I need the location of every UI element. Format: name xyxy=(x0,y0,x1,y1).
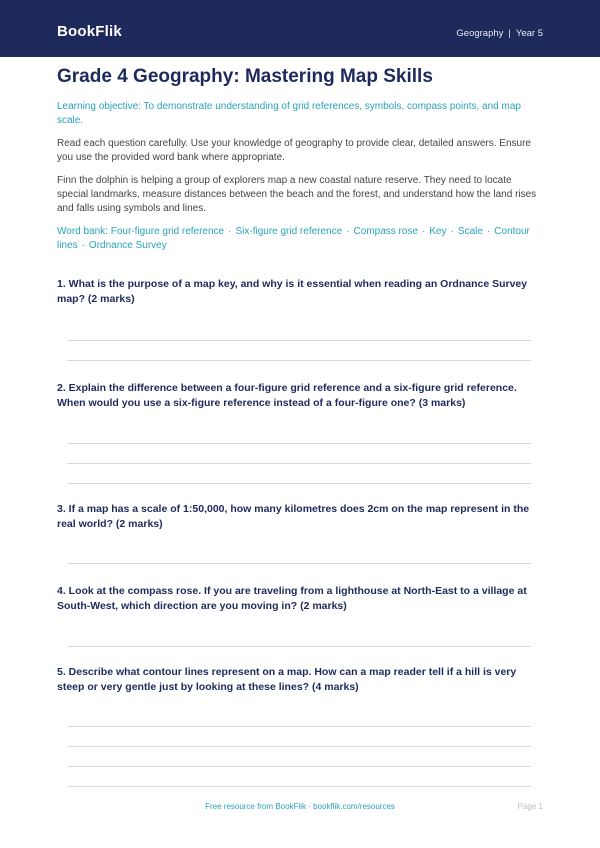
page-header xyxy=(0,0,600,57)
answer-area-5[interactable] xyxy=(67,726,531,787)
header-meta xyxy=(456,28,543,39)
answer-line[interactable] xyxy=(67,443,531,444)
word-bank-separator: · xyxy=(450,226,454,237)
answer-line[interactable] xyxy=(67,360,531,361)
year-label: Year 5 xyxy=(515,28,543,39)
worksheet-content xyxy=(57,66,543,787)
word-bank-label: Word bank: xyxy=(57,226,108,237)
subject-label: Geography xyxy=(456,28,504,39)
word-bank-term: Compass rose xyxy=(353,226,418,237)
learning-objective: Learning objective: To demonstrate understanding of grid references, symbols, compass points, and map scale. xyxy=(57,101,521,126)
answer-line[interactable] xyxy=(67,766,531,767)
instructions-text: Read each question carefully. Use your knowledge of geography to provide clear, detailed answers. Ensure you use the provided word bank where appropriate. xyxy=(57,138,531,163)
question-2: 2. Explain the difference between a four-figure grid reference and a six-figure grid reference. When would you use a six-figure reference instead of a four-figure one? (3 marks) xyxy=(57,382,517,409)
answer-line[interactable] xyxy=(67,563,531,564)
question-3: 3. If a map has a scale of 1:50,000, how many kilometres does 2cm on the map represent in the real world? (2 marks) xyxy=(57,503,530,530)
answer-area-2[interactable] xyxy=(67,443,531,484)
word-bank-separator: · xyxy=(422,226,426,237)
scenario-text: Finn the dolphin is helping a group of explorers map a new coastal nature reserve. They need to locate special landmarks, measure distances between the beach and the forest, and understand how the land rises and falls using symbols and lines. xyxy=(57,175,537,214)
question-1: 1. What is the purpose of a map key, and why is it essential when reading an Ordnance Survey map? (2 marks) xyxy=(57,278,528,305)
question-4: 4. Look at the compass rose. If you are traveling from a lighthouse at North-East to a village at South-West, which direction are you moving in? (2 marks) xyxy=(57,585,527,612)
word-bank-separator: · xyxy=(486,226,491,237)
answer-area-1[interactable] xyxy=(67,340,531,361)
word-bank-term: Contour lines xyxy=(57,226,530,251)
footer-link[interactable]: Free resource from BookFlik · bookflik.com/resources xyxy=(205,802,395,811)
question-5: 5. Describe what contour lines represent on a map. How can a map reader tell if a hill is very steep or very gentle just by looking at these lines? (4 marks) xyxy=(57,666,517,693)
page-footer xyxy=(0,802,600,814)
word-bank-separator: · xyxy=(81,240,85,251)
page-number: Page 1 xyxy=(517,802,543,811)
answer-area-4[interactable] xyxy=(67,646,531,647)
answer-line[interactable] xyxy=(67,746,531,747)
answer-area-3[interactable] xyxy=(67,563,531,564)
word-bank-term: Six-figure grid reference xyxy=(235,226,343,237)
answer-line[interactable] xyxy=(67,463,531,464)
word-bank-term: Four-figure grid reference xyxy=(110,226,225,237)
page-title: Grade 4 Geography: Mastering Map Skills xyxy=(57,66,433,87)
word-bank-term: Key xyxy=(429,226,447,237)
word-bank-term: Ordnance Survey xyxy=(88,240,167,251)
answer-line[interactable] xyxy=(67,483,531,484)
answer-line[interactable] xyxy=(67,786,531,787)
answer-line[interactable] xyxy=(67,340,531,341)
answer-line[interactable] xyxy=(67,646,531,647)
word-bank-separator: · xyxy=(228,226,232,237)
answer-line[interactable] xyxy=(67,726,531,727)
word-bank xyxy=(57,225,543,253)
header-separator: | xyxy=(508,28,511,39)
word-bank-term: Scale xyxy=(457,226,483,237)
brand-logo[interactable]: BookFlik xyxy=(57,23,122,40)
word-bank-separator: · xyxy=(346,226,350,237)
